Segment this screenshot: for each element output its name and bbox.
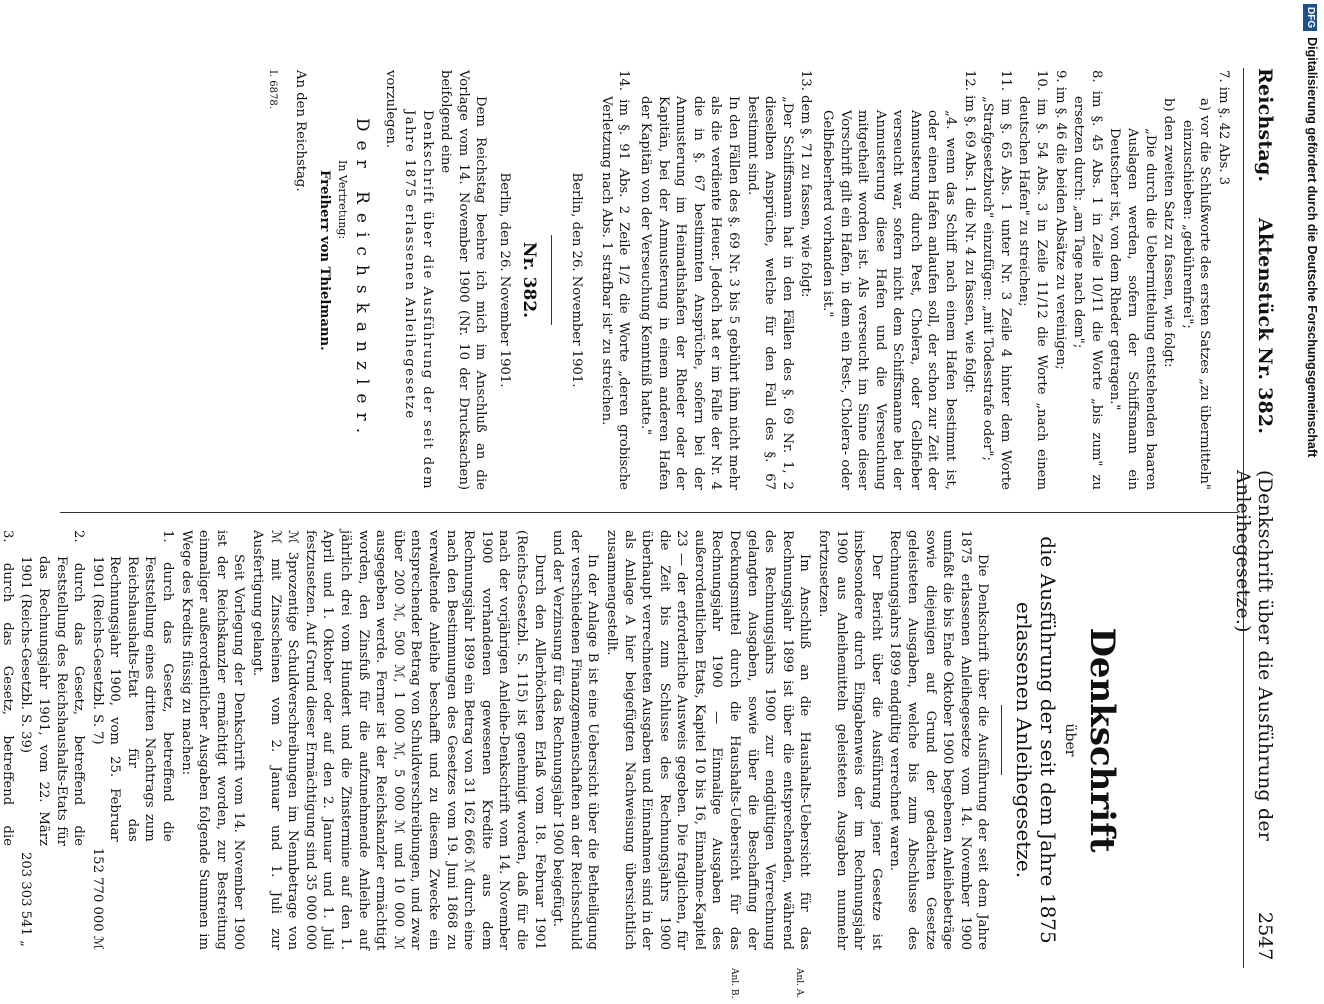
dfg-credit-text: Digitalisierung gefördert durch die Deutsche Forschungsgemeinschaft xyxy=(1305,37,1319,458)
credit-item-3-text: 3. durch das Gesetz, betreffend die xyxy=(0,530,15,846)
paragraph-1: Die Denkschrift über die Ausführung der seit dem Jahre 1875 erlassenen Anleihegesetze vom 14. November 1900 umfaßt die bis Ende Oktober 1900 begebenen Anleihebeträge sowie diejenigen auf Grund der gedachten Gesetze geleisteten Ausgaben, welche bis zum Abschlusse des Rechnungsjahrs 1899 endgültig verrechnet waren. xyxy=(887,530,991,950)
credit-item-2 xyxy=(16,530,87,950)
credit-item-1 xyxy=(87,530,176,950)
item-7a: a) vor die Schlußworte des ersten Satzes „zu übermitteln" einzuschieben: „gebührenfrei"; xyxy=(1179,98,1213,490)
right-column xyxy=(0,530,1232,950)
item-8: 8. im §. 45 Abs. 1 in Zeile 10/11 die Worte „bis zum" zu ersetzen durch: „am Tage nach dem"; xyxy=(1071,70,1104,490)
header-middle: Aktenstück Nr. 382. xyxy=(1254,218,1276,435)
credit-item-3 xyxy=(0,530,16,950)
signature-title: Der Reichskanzler. xyxy=(351,117,372,443)
item-7b-quote: „Die durch die Uebermittelung entstehenden baaren Auslagen werden, sofern der Schiffsmann ein Deutscher ist, von dem Rheder getragen." xyxy=(1107,128,1158,490)
item-7: 7. im §. 42 Abs. 3 xyxy=(1216,70,1231,186)
separator-rule xyxy=(551,235,552,325)
letter-text: Dem Reichstag beehre ich mich im Anschluß an die Vorlage vom 14. November 1900 (Nr. 10 der Drucksachen) beifolgend eine xyxy=(438,70,489,490)
credit-item-2-amount: 203 303 541 „ xyxy=(18,852,34,947)
dfg-credit xyxy=(1300,0,1324,1004)
date-line-2: Berlin, den 26. November 1901. xyxy=(497,172,513,388)
paragraph-2: Der Bericht über die Ausführung jener Gesetze ist insbesondere durch Eingabenweis der im Rechnungsjahr 1900 aus Anleihemitteln geleisteten Ausgaben nunmehr fortzusetzen. xyxy=(816,530,884,950)
memo-title: Denkschrift xyxy=(1082,627,1122,853)
left-column xyxy=(263,70,1232,490)
date-line-1: Berlin, den 26. November 1901. xyxy=(569,172,585,388)
paragraph-6: Seit Vorlegung der Denkschrift vom 14. November 1900 ist der Reichskanzler ermächtigt worden, zur Bestreitung einmaliger außerordentlicher Ausgaben folgende Summen im Wege des Kredits flüssig zu machen: xyxy=(178,530,247,950)
item-7b: b) den zweiten Satz zu fassen, wie folgt: xyxy=(1161,98,1177,368)
margin-note-anl-a: Anl. A. xyxy=(794,968,804,999)
header-rule xyxy=(1243,68,1244,968)
reference-number: I. 6878. xyxy=(267,70,279,109)
addressee: An den Reichstag. xyxy=(293,70,309,192)
item-14: 14. im §. 91 Abs. 2 Zeile 1/2 die Worte „deren grobische Verletzung nach Abs. 1 strafbar ist" zu streichen. xyxy=(598,70,632,490)
paragraph-5: Durch den Allerhöchsten Erlaß vom 18. Februar 1901 (Reichs-Gesetzbl. S. 115) ist genehmigt worden, daß für die nach der vorjährigen Anleihe-Denkschrift vom 14. November 1900 vorhandenen gewesenen Kredite aus dem Rechnungsjahr 1899 ein Betrag von 31 162 666 ℳ durch eine nach den Bestimmungen des Gesetzes vom 19. Juni 1868 zu verwaltende Anleihe beschafft und zu diesem Zwecke ein entsprechender Betrag von Schuldverschreibungen, und zwar über 200 ℳ, 500 ℳ, 1 000 ℳ, 5 000 ℳ und 10 000 ℳ ausgegeben werde. Ferner ist der Reichskanzler ermächtigt worden, den Zinsfuß für die aufzunehmende Anleihe auf jährlich drei vom Hundert und die Zinstermine auf den 1. April und 1. Oktober oder auf den 2. Januar und 1. Juli festzusetzen. Auf Grund dieser Ermächtigung sind 35 000 000 ℳ 3prozentige Schuldverschreibungen im Nennbetrage von ℳ mit Zinsscheinen vom 2. Januar und 1. Juli zur Ausfertigung gelangt. xyxy=(250,530,547,950)
item-13-quote-1: „Der Schiffsmann hat in den Fällen des §. 69 Nr. 1, 2 dieselben Ansprüche, welche für den Fall des §. 67 bestimmt sind. xyxy=(744,96,795,490)
item-13-quote-2: In den Fällen des §. 69 Nr. 3 bis 5 gebührt ihm nicht mehr als die verdiente Heuer. Jedoch hat er im Falle der Nr. 4 die in §. 67 bestimmten Ansprüche, sofern bei der Anmusterung im Heimathshafen der Rheder oder der Kapitän, bei der Anmusterung in einem anderen Hafen der Kapitän von der Verseuchung Kenntniß hatte." xyxy=(638,96,741,490)
credit-item-1-text: 1. durch das Gesetz, betreffend die Feststellung eines dritten Nachtrags zum Reichshaushalts-Etat für das Rechnungsjahr 1900, vom 25. Februar 1901 (Reichs-Gesetzbl. S. 7) xyxy=(89,530,176,842)
header-left: Reichstag. xyxy=(1254,68,1276,183)
margin-note-anl-b: Anl. B. xyxy=(729,968,739,999)
credit-item-1-amount: 152 770 000 ℳ xyxy=(89,847,105,950)
item-13: 13. dem §. 71 zu fassen, wie folgt: xyxy=(798,70,814,298)
dfg-logo: DFG xyxy=(1303,4,1317,31)
credit-item-2-text: 2. durch das Gesetz, betreffend die Feststellung des Reichshaushalts-Etats für das Rechnungsjahr 1901, vom 22. März 1901 (Reichs-Gesetzbl. S. 39) xyxy=(18,530,87,846)
paragraph-3: Im Anschluß an die Haushalts-Uebersicht für das Rechnungsjahr 1899 ist über die entsprechenden, während des Rechnungsjahrs 1900 zur endgültigen Verrechnung gelangten Ausgaben, sowie über die Beschaffung der Deckungsmittel durch die Haushalts-Uebersicht für das Rechnungsjahr 1900 — Einmalige Ausgaben des außerordentlichen Etats, Kapitel 10 bis 16, Einnahme-Kapitel 23 — der erforderliche Ausweis gegeben. Die fraglichen, für die Zeit bis zum Schlusse des Rechnungsjahrs 1900 überhaupt verrechneten Ausgaben und Einnahmen sind in der als Anlage A hier beigefügten Nachweisung übersichtlich zusammengestellt. xyxy=(603,530,813,950)
column-divider xyxy=(60,512,1238,513)
title-rule xyxy=(1001,705,1002,775)
dfg-sidebar xyxy=(1300,0,1324,1000)
item-12-quote: „4. wenn das Schiff nach einem Hafen bestimmt ist, oder einen Hafen anlaufen soll, der schon zur Zeit der Anmusterung durch Pest, Cholera, oder Gelbfieber verseucht war, sofern nicht dem Schiffsmanne bei der Anmusterung diese Hafen und die Verseuchung mitgetheilt worden ist. Als verseucht im Sinne dieser Vorschrift gilt ein Hafen, in dem ein Pest-, Cholera- oder Gelbfieberherd vorhanden ist." xyxy=(819,110,959,490)
nr-title: Nr. 382. xyxy=(518,241,539,319)
header-right: (Denkschrift über die Ausführung der Anleihegesetze.) xyxy=(1232,470,1276,842)
in-vertretung: In Vertretung: xyxy=(336,160,350,240)
page-number: 2547 xyxy=(1254,912,1276,961)
letter-subject: Denkschrift über die Ausführung der seit dem Jahre 1875 erlassenen Anleihegesetze xyxy=(402,110,435,490)
item-11: 11. im §. 65 Abs. 1 unter Nr. 3 Zeile 4 hinter dem Worte „Strafgesetzbuch" einzufügen: „mit Todesstrafe oder"; xyxy=(980,70,1013,490)
memo-sub1: über xyxy=(1062,723,1078,757)
memo-sub3: erlassenen Anleihegesetze. xyxy=(1012,601,1037,879)
paragraph-4: In der Anlage B ist eine Uebersicht über die Betheiligung der verschiedenen Finanzgemeinschaften an der Reichsschuld und der Verzinsung für das Rechnungsjahr 1900 beigefügt. xyxy=(550,530,601,950)
item-10: 10. im §. 54 Abs. 3 in Zeile 11/12 die Worte „nach einem deutschen Hafen" zu streichen; xyxy=(1016,70,1050,490)
memo-sub2: die Ausführung der seit dem Jahre 1875 xyxy=(1036,536,1061,944)
item-9: 9. im §. 46 die beiden Absätze zu vereinigen; xyxy=(1052,70,1068,370)
item-12: 12. im §. 69 Abs. 1 die Nr. 4 zu fassen, wie folgt: xyxy=(961,70,977,394)
signatory: Freiherr von Thielmann. xyxy=(316,170,332,351)
letter-end: vorzulegen. xyxy=(383,70,399,149)
